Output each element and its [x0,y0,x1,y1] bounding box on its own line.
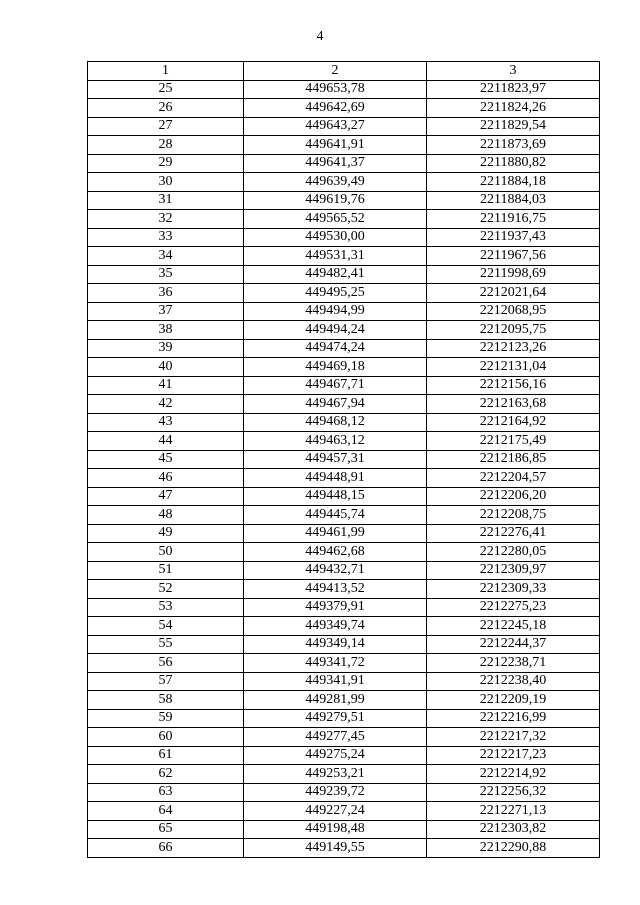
y-coordinate-cell: 2212271,13 [427,802,600,821]
y-coordinate-cell: 2212164,92 [427,413,600,432]
table-row [88,191,600,210]
table-row [88,543,600,562]
table-row [88,376,600,395]
y-coordinate-cell: 2212217,32 [427,728,600,747]
y-coordinate-cell: 2212217,23 [427,746,600,765]
table-row [88,413,600,432]
y-coordinate-cell: 2211823,97 [427,80,600,99]
point-number-cell: 32 [88,210,244,229]
point-number-cell: 29 [88,154,244,173]
point-number-cell: 27 [88,117,244,136]
y-coordinate-cell: 2212275,23 [427,598,600,617]
y-coordinate-cell: 2211829,54 [427,117,600,136]
x-coordinate-cell: 449641,91 [244,136,427,155]
y-coordinate-cell: 2212095,75 [427,321,600,340]
table-row [88,709,600,728]
y-coordinate-cell: 2212280,05 [427,543,600,562]
table-row [88,173,600,192]
point-number-cell: 31 [88,191,244,210]
y-coordinate-cell: 2212290,88 [427,839,600,858]
table-row [88,506,600,525]
table-row [88,635,600,654]
table-row [88,321,600,340]
x-coordinate-cell: 449462,68 [244,543,427,562]
x-coordinate-cell: 449565,52 [244,210,427,229]
point-number-cell: 53 [88,598,244,617]
y-coordinate-cell: 2212214,92 [427,765,600,784]
x-coordinate-cell: 449281,99 [244,691,427,710]
y-coordinate-cell: 2212209,19 [427,691,600,710]
table-row [88,783,600,802]
table-row [88,728,600,747]
x-coordinate-cell: 449432,71 [244,561,427,580]
table-row [88,691,600,710]
point-number-cell: 57 [88,672,244,691]
point-number-cell: 36 [88,284,244,303]
table-row [88,765,600,784]
x-coordinate-cell: 449448,15 [244,487,427,506]
x-coordinate-cell: 449641,37 [244,154,427,173]
table-row [88,617,600,636]
point-number-cell: 25 [88,80,244,99]
table-row [88,580,600,599]
table-row [88,469,600,488]
y-coordinate-cell: 2212256,32 [427,783,600,802]
table-row [88,358,600,377]
x-coordinate-cell: 449474,24 [244,339,427,358]
table-row [88,247,600,266]
point-number-cell: 28 [88,136,244,155]
x-coordinate-cell: 449530,00 [244,228,427,247]
table-header-row [88,62,600,81]
table-row [88,136,600,155]
x-coordinate-cell: 449457,31 [244,450,427,469]
page-number: 4 [316,29,324,44]
y-coordinate-cell: 2212131,04 [427,358,600,377]
point-number-cell: 66 [88,839,244,858]
y-coordinate-cell: 2211873,69 [427,136,600,155]
table-row [88,432,600,451]
y-coordinate-cell: 2212309,97 [427,561,600,580]
table-row [88,450,600,469]
y-coordinate-cell: 2211880,82 [427,154,600,173]
x-coordinate-cell: 449275,24 [244,746,427,765]
y-coordinate-cell: 2212309,33 [427,580,600,599]
table-row [88,561,600,580]
y-coordinate-cell: 2211916,75 [427,210,600,229]
table-row [88,839,600,858]
table-row [88,117,600,136]
x-coordinate-cell: 449531,31 [244,247,427,266]
table-row [88,395,600,414]
x-coordinate-cell: 449467,94 [244,395,427,414]
x-coordinate-cell: 449445,74 [244,506,427,525]
y-coordinate-cell: 2212244,37 [427,635,600,654]
x-coordinate-cell: 449494,24 [244,321,427,340]
x-coordinate-cell: 449463,12 [244,432,427,451]
y-coordinate-cell: 2211998,69 [427,265,600,284]
x-coordinate-cell: 449467,71 [244,376,427,395]
point-number-cell: 52 [88,580,244,599]
table-row [88,210,600,229]
point-number-cell: 58 [88,691,244,710]
x-coordinate-cell: 449198,48 [244,820,427,839]
y-coordinate-cell: 2212175,49 [427,432,600,451]
point-number-cell: 51 [88,561,244,580]
table-row [88,284,600,303]
point-number-cell: 46 [88,469,244,488]
table-row [88,80,600,99]
x-coordinate-cell: 449642,69 [244,99,427,118]
point-number-cell: 63 [88,783,244,802]
y-coordinate-cell: 2211884,18 [427,173,600,192]
table-row [88,487,600,506]
y-coordinate-cell: 2212216,99 [427,709,600,728]
y-coordinate-cell: 2212245,18 [427,617,600,636]
x-coordinate-cell: 449494,99 [244,302,427,321]
point-number-cell: 30 [88,173,244,192]
table-row [88,654,600,673]
point-number-cell: 40 [88,358,244,377]
x-coordinate-cell: 449349,14 [244,635,427,654]
y-coordinate-cell: 2212303,82 [427,820,600,839]
y-coordinate-cell: 2212204,57 [427,469,600,488]
point-number-cell: 43 [88,413,244,432]
point-number-cell: 34 [88,247,244,266]
y-coordinate-cell: 2212208,75 [427,506,600,525]
point-number-cell: 55 [88,635,244,654]
x-coordinate-cell: 449469,18 [244,358,427,377]
point-number-cell: 26 [88,99,244,118]
table-row [88,802,600,821]
point-number-cell: 49 [88,524,244,543]
column-header-2: 2 [244,62,427,81]
y-coordinate-cell: 2212206,20 [427,487,600,506]
point-number-cell: 62 [88,765,244,784]
y-coordinate-cell: 2211824,26 [427,99,600,118]
point-number-cell: 48 [88,506,244,525]
table-row [88,524,600,543]
point-number-cell: 37 [88,302,244,321]
x-coordinate-cell: 449239,72 [244,783,427,802]
table-row [88,746,600,765]
y-coordinate-cell: 2212068,95 [427,302,600,321]
x-coordinate-cell: 449277,45 [244,728,427,747]
table-row [88,598,600,617]
x-coordinate-cell: 449341,72 [244,654,427,673]
x-coordinate-cell: 449653,78 [244,80,427,99]
point-number-cell: 35 [88,265,244,284]
point-number-cell: 61 [88,746,244,765]
y-coordinate-cell: 2211884,03 [427,191,600,210]
y-coordinate-cell: 2212276,41 [427,524,600,543]
point-number-cell: 47 [88,487,244,506]
y-coordinate-cell: 2212163,68 [427,395,600,414]
point-number-cell: 41 [88,376,244,395]
table-body [88,80,600,857]
x-coordinate-cell: 449379,91 [244,598,427,617]
x-coordinate-cell: 449253,21 [244,765,427,784]
x-coordinate-cell: 449413,52 [244,580,427,599]
point-number-cell: 38 [88,321,244,340]
table-header [88,62,600,81]
table-row [88,154,600,173]
point-number-cell: 45 [88,450,244,469]
table-row [88,339,600,358]
y-coordinate-cell: 2212021,64 [427,284,600,303]
y-coordinate-cell: 2212238,71 [427,654,600,673]
x-coordinate-cell: 449341,91 [244,672,427,691]
x-coordinate-cell: 449461,99 [244,524,427,543]
point-number-cell: 56 [88,654,244,673]
x-coordinate-cell: 449482,41 [244,265,427,284]
point-number-cell: 42 [88,395,244,414]
x-coordinate-cell: 449149,55 [244,839,427,858]
point-number-cell: 54 [88,617,244,636]
y-coordinate-cell: 2211937,43 [427,228,600,247]
point-number-cell: 59 [88,709,244,728]
y-coordinate-cell: 2212238,40 [427,672,600,691]
point-number-cell: 60 [88,728,244,747]
table-row [88,99,600,118]
x-coordinate-cell: 449227,24 [244,802,427,821]
table-row [88,302,600,321]
point-number-cell: 64 [88,802,244,821]
column-header-1: 1 [88,62,244,81]
y-coordinate-cell: 2212123,26 [427,339,600,358]
table-row [88,820,600,839]
table-row [88,265,600,284]
y-coordinate-cell: 2212156,16 [427,376,600,395]
x-coordinate-cell: 449448,91 [244,469,427,488]
table-row [88,672,600,691]
x-coordinate-cell: 449619,76 [244,191,427,210]
x-coordinate-cell: 449643,27 [244,117,427,136]
point-number-cell: 44 [88,432,244,451]
x-coordinate-cell: 449468,12 [244,413,427,432]
x-coordinate-cell: 449349,74 [244,617,427,636]
column-header-3: 3 [427,62,600,81]
y-coordinate-cell: 2212186,85 [427,450,600,469]
point-number-cell: 33 [88,228,244,247]
point-number-cell: 65 [88,820,244,839]
x-coordinate-cell: 449279,51 [244,709,427,728]
point-number-cell: 50 [88,543,244,562]
y-coordinate-cell: 2211967,56 [427,247,600,266]
point-number-cell: 39 [88,339,244,358]
x-coordinate-cell: 449639,49 [244,173,427,192]
x-coordinate-cell: 449495,25 [244,284,427,303]
table-row [88,228,600,247]
coordinates-table [87,61,600,858]
